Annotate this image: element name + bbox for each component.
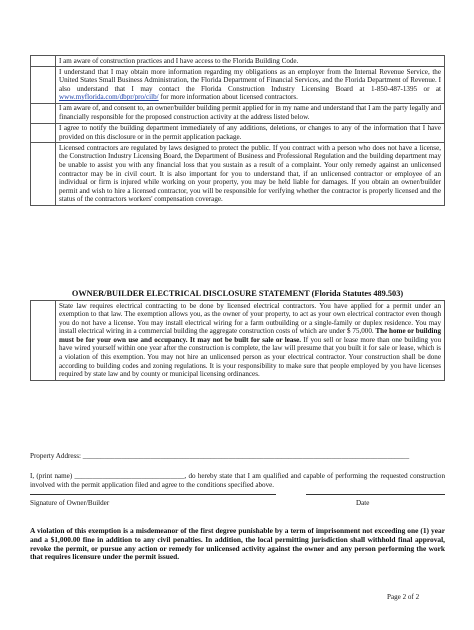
initial-box[interactable]	[31, 123, 56, 143]
table-row	[31, 56, 445, 67]
ack-text: Licensed contractors are regulated by laws designed to protect the public. If you contract with a person who does not have a license, the Construction Industry Licensing Board, the Department of Business and Professional Regulation and the building department may be unable to assist you with any financial loss that you sustain as a result of a complaint. Your only remedy against an unlicensed contractor may be in civil court. It is also important for you to understand that, if an unlicensed contractor or employee of an individual or firm is injured while working on your property, you may be held liable for damages. If you obtain an owner/builder permit and wish to hire a licensed contractor, you will be responsible for verifying whether the contractor is properly licensed and the status of the contractors workers' compensation coverage.	[56, 143, 445, 206]
signature-label: Signature of Owner/Builder	[30, 499, 110, 507]
initial-box[interactable]	[31, 143, 56, 206]
initial-box[interactable]	[31, 56, 56, 67]
table-row	[31, 143, 445, 206]
electrical-disclosure-text: State law requires electrical contracting to be done by licensed electrical contractors. You have applied for a permit under an exemption to that law. The exemption allows you, as the owner of your property, to act as your own electrical contractor even though you do not have a license. You may install electrical wiring for a farm outbuilding or a single-family or duplex residence. You may install electrical wiring in a commercial building the aggregate construction costs of which are under $ 75,000. The home or building must be for your own use and occupancy. It may not be built for sale or lease. If you sell or lease more than one building you have wired yourself within one year after the construction is complete, the law will presume that you built it for sale or lease, which is a violation of this exemption. You may not hire an unlicensed person as your electrical contractor. Your construction shall be done according to building codes and zoning regulations. It is your responsibility to make sure that people employed by you have licenses required by state law and by county or municipal licensing ordinances.	[56, 301, 445, 381]
ack-text: I agree to notify the building department immediately of any additions, deletions, or changes to any of the information that I have provided on this disclosure or in the permit application package.	[56, 123, 445, 143]
table-row	[31, 103, 445, 123]
initial-box[interactable]	[31, 67, 56, 104]
ack-text: I am aware of, and consent to, an owner/builder building permit applied for in my name and understand that I am the party legally and financially responsible for the proposed construction activity at the address listed below.	[56, 103, 445, 123]
signature-line[interactable]	[30, 494, 276, 495]
table-row	[31, 67, 445, 104]
declaration-statement: I, (print name) _______________________________, do hereby state that I am qualified and capable of performing the requested construction involved with the permit application filed and agree to the conditions specified above.	[30, 472, 445, 489]
table-row	[31, 123, 445, 143]
page-number: Page 2 of 2	[387, 593, 420, 601]
violation-warning: A violation of this exemption is a misdemeanor of the first degree punishable by a term of imprisonment not exceeding one (1) year and a $1,000.00 fine in addition to any civil penalties. In addition, the local permitting jurisdiction shall withhold final approval, revoke the permit, or pursue any action or remedy for unlicensed activity against the owner and any person performing the work that requires licensure under the permit issued.	[30, 526, 445, 562]
initial-box[interactable]	[31, 301, 56, 381]
electrical-disclosure-heading: OWNER/BUILDER ELECTRICAL DISCLOSURE STATEMENT (Florida Statutes 489.503)	[71, 289, 404, 298]
property-address-field[interactable]: Property Address: ____________________________________________________________________________________________	[30, 452, 410, 460]
date-label: Date	[356, 499, 370, 507]
initial-box[interactable]	[31, 103, 56, 123]
electrical-disclosure-table	[30, 300, 445, 381]
table-row	[31, 301, 445, 381]
acknowledgement-table	[30, 55, 445, 206]
ack-text: I understand that I may obtain more information regarding my obligations as an employer from the Internal Revenue Service, the United States Small Business Administration, the Florida Department of Financial Services, and the Florida Department of Revenue. I also understand that I may contact the Florida Construction Industry Licensing Board at 1-850-487-1395 or at www.myflorida.com/dbpr/pro/cilb/ for more information about licensed contractors.	[56, 67, 445, 104]
ack-text: I am aware of construction practices and I have access to the Florida Building Code.	[56, 56, 445, 67]
date-line[interactable]	[306, 494, 445, 495]
cilb-link[interactable]: www.myflorida.com/dbpr/pro/cilb/	[59, 93, 159, 102]
